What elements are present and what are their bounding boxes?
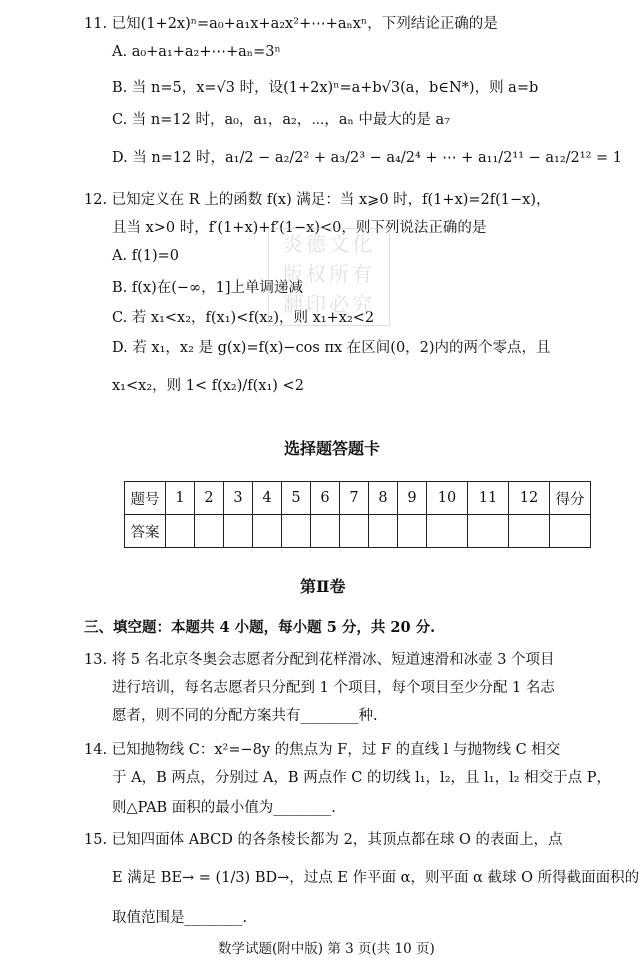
q13-line2: 进行培训，每名志愿者只分配到 1 个项目，每个项目至少分配 1 名志 <box>112 680 555 696</box>
answer-card-title: 选择题答题卡 <box>284 439 381 458</box>
q15-line2: E 满足 BE→ = (1/3) BD→，过点 E 作平面 α，则平面 α 截球 O 所得截面面积的 <box>112 870 640 886</box>
q12-option-d-line1: D. 若 x₁，x₂ 是 g(x)=f(x)−cos πx 在区间(0，2)内的两个零点，且 <box>112 340 551 356</box>
answer-cell[interactable] <box>369 515 398 548</box>
q13-line1: 13. 将 5 名北京冬奥会志愿者分配到花样滑冰、短道速滑和冰壶 3 个项目 <box>84 652 555 668</box>
q12-stem-line2: 且当 x>0 时，f′(1+x)+f′(1−x)<0，则下列说法正确的是 <box>112 220 487 236</box>
q12-option-a: A. f(1)=0 <box>112 248 179 264</box>
question-number-cell: 3 <box>224 482 253 515</box>
watermark-line1: 炎德文化 <box>283 232 375 256</box>
answer-card-number-row <box>125 482 591 515</box>
q15-line3: 取值范围是________. <box>112 910 248 926</box>
answer-cell[interactable] <box>398 515 427 548</box>
answer-cell[interactable] <box>224 515 253 548</box>
question-number-cell: 8 <box>369 482 398 515</box>
question-number-cell: 11 <box>468 482 509 515</box>
section3-heading: 三、填空题：本题共 4 小题，每小题 5 分，共 20 分. <box>84 619 436 636</box>
question-number-cell: 4 <box>253 482 282 515</box>
question-number-cell: 6 <box>311 482 340 515</box>
question-number-label: 题号 <box>125 482 166 515</box>
question-number-cell: 9 <box>398 482 427 515</box>
answer-cell[interactable] <box>509 515 550 548</box>
answer-cell[interactable] <box>340 515 369 548</box>
answer-cell[interactable] <box>166 515 195 548</box>
q14-line3: 则△PAB 面积的最小值为________. <box>112 800 336 816</box>
answer-card-answer-row <box>125 515 591 548</box>
q13-line3: 愿者，则不同的分配方案共有________种. <box>112 708 378 724</box>
q11-option-d: D. 当 n=12 时，a₁/2 − a₂/2² + a₃/2³ − a₄/2⁴ + ⋯ + a₁₁/2¹¹ − a₁₂/2¹² = 1 <box>112 150 623 166</box>
score-label: 得分 <box>550 482 591 515</box>
question-number-cell: 5 <box>282 482 311 515</box>
answer-cell[interactable] <box>468 515 509 548</box>
question-number-cell: 7 <box>340 482 369 515</box>
answer-cell[interactable] <box>195 515 224 548</box>
score-cell[interactable] <box>550 515 591 548</box>
question-number-cell: 12 <box>509 482 550 515</box>
watermark-line2: 版权所有 <box>283 262 375 286</box>
q11-stem: 11. 已知(1+2x)ⁿ=a₀+a₁x+a₂x²+⋯+aₙxⁿ，下列结论正确的是 <box>84 16 498 32</box>
q14-line2: 于 A，B 两点，分别过 A，B 两点作 C 的切线 l₁，l₂，且 l₁，l₂ 相交于点 P， <box>112 770 611 786</box>
q11-option-b: B. 当 n=5，x=√3 时，设(1+2x)ⁿ=a+b√3(a，b∈N*)，则 a=b <box>112 80 539 96</box>
question-number-cell: 2 <box>195 482 224 515</box>
copyright-watermark <box>268 228 390 326</box>
q12-option-c: C. 若 x₁<x₂，f(x₁)<f(x₂)，则 x₁+x₂<2 <box>112 310 375 326</box>
answer-label: 答案 <box>125 515 166 548</box>
page-footer: 数学试题(附中版) 第 3 页(共 10 页) <box>218 941 435 957</box>
answer-card-table <box>124 481 591 548</box>
answer-cell[interactable] <box>311 515 340 548</box>
q15-line1: 15. 已知四面体 ABCD 的各条棱长都为 2，其顶点都在球 O 的表面上，点 <box>84 832 563 848</box>
q14-line1: 14. 已知抛物线 C：x²=−8y 的焦点为 F，过 F 的直线 l 与抛物线 C 相交 <box>84 742 561 758</box>
q12-option-d-line2: x₁<x₂，则 1< f(x₂)/f(x₁) <2 <box>112 378 304 394</box>
question-number-cell: 10 <box>427 482 468 515</box>
part2-title: 第Ⅱ卷 <box>300 577 346 596</box>
question-number-cell: 1 <box>166 482 195 515</box>
answer-cell[interactable] <box>427 515 468 548</box>
q12-option-b: B. f(x)在(−∞，1]上单调递减 <box>112 280 303 296</box>
answer-cell[interactable] <box>253 515 282 548</box>
answer-cell[interactable] <box>282 515 311 548</box>
q11-option-a: A. a₀+a₁+a₂+⋯+aₙ=3ⁿ <box>112 44 281 60</box>
q11-option-c: C. 当 n=12 时，a₀，a₁，a₂，⋯，aₙ 中最大的是 a₇ <box>112 112 450 128</box>
watermark-line3: 翻印必究 <box>283 292 375 316</box>
q12-stem-line1: 12. 已知定义在 R 上的函数 f(x) 满足：当 x⩾0 时，f(1+x)=2f(1−x)， <box>84 192 551 208</box>
